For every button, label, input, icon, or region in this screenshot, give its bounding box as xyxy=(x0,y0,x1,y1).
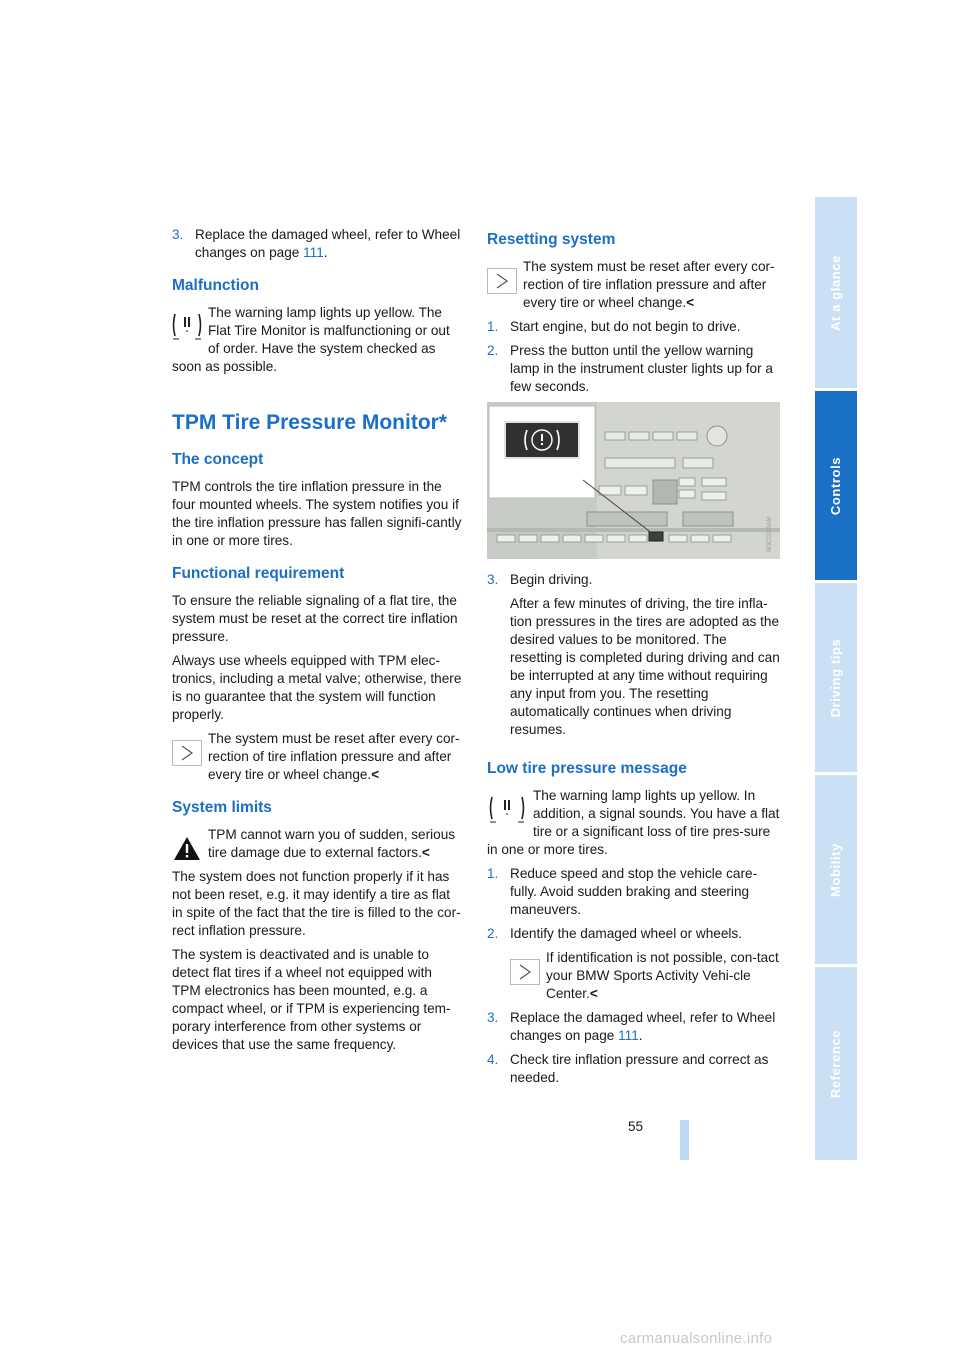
chapter-sidebar xyxy=(815,197,857,1160)
list-item: 1. Start engine, but do not begin to drive. xyxy=(487,319,741,334)
list-item: 4. Check tire inflation pressure and correct as needed. xyxy=(487,1052,769,1085)
end-mark: < xyxy=(686,295,695,310)
identify-note-text: If identification is not possible, con-tact your BMW Sports Activity Vehi-cle Center. xyxy=(546,950,779,1001)
functional-text: To ensure the reliable signaling of a flat tire, the system must be reset at the correct tire inflation pressure. xyxy=(172,593,458,644)
tab-driving-tips[interactable]: Driving tips xyxy=(815,583,857,772)
tab-at-a-glance[interactable]: At a glance xyxy=(815,197,857,388)
resetting-note-text: The system must be reset after every cor-rection of tire inflation pressure and after every tire or wheel change. xyxy=(523,259,775,310)
list-text: Replace the damaged wheel, refer to Wheel changes on page 111. xyxy=(195,227,461,260)
limits-text: The system is deactivated and is unable to detect flat tires if a wheel not equipped with TPM electronics has been mounted, e.g. a compact wheel, or if TPM is experiencing tem-porary interference from other systems or devices that use the same frequency. xyxy=(172,947,451,1052)
identify-note xyxy=(487,949,780,1003)
tab-mobility[interactable]: Mobility xyxy=(815,775,857,964)
tpm-button-photo xyxy=(487,402,780,559)
limits-warning-text: TPM cannot warn you of sudden, serious tire damage due to external factors. xyxy=(208,827,456,860)
tab-controls[interactable]: Controls xyxy=(815,391,857,580)
malfunction-note xyxy=(172,304,464,376)
limits-heading: System limits xyxy=(172,799,272,816)
low-pressure-note xyxy=(487,787,780,859)
concept-heading: The concept xyxy=(172,451,264,468)
tire-warning-lamp-icon xyxy=(487,793,527,823)
tab-reference[interactable]: Reference xyxy=(815,967,857,1160)
tpm-title: TPM Tire Pressure Monitor* xyxy=(172,411,448,434)
concept-text: TPM controls the tire inflation pressure in the four mounted wheels. The system notifies you if the tire inflation pressure has fallen signifi-cantly in one or more tires. xyxy=(172,479,462,548)
malfunction-heading: Malfunction xyxy=(172,277,259,294)
low-pressure-heading: Low tire pressure message xyxy=(487,760,687,777)
tire-warning-lamp-icon xyxy=(172,310,202,340)
left-column xyxy=(172,226,464,1060)
limits-warning xyxy=(172,826,464,862)
list-item xyxy=(172,226,464,262)
list-item: 2. Press the button until the yellow warning lamp in the instrument cluster lights up for a few seconds. xyxy=(487,343,773,394)
list-number: 3. xyxy=(172,227,184,242)
list-item: 3. Begin driving. After a few minutes of driving, the tire infla-tion pressures in the tires are adopted as the desired values to be monitored. The resetting is completed during driving and can be interrupted at any time without requiring any input from you. The resetting automatically continues when driving resumes. xyxy=(487,572,780,737)
right-column xyxy=(487,226,780,1093)
functional-text: Always use wheels equipped with TPM elec-tronics, including a metal valve; otherwise, there is no guarantee that the system will function properly. xyxy=(172,653,462,722)
warning-triangle-icon xyxy=(172,832,202,862)
list-item: 2. Identify the damaged wheel or wheels. xyxy=(487,926,742,941)
list-item: 3. Replace the damaged wheel, refer to Wheel changes on page 111. xyxy=(487,1010,776,1043)
end-mark: < xyxy=(371,767,380,782)
note-arrow-icon xyxy=(172,736,202,766)
resetting-note xyxy=(487,258,780,312)
page-number-bar xyxy=(680,1120,689,1160)
list-item: 1. Reduce speed and stop the vehicle care-fully. Avoid sudden braking and steering maneuvers. xyxy=(487,866,758,917)
resetting-heading: Resetting system xyxy=(487,231,616,248)
note-arrow-icon xyxy=(487,264,517,294)
watermark: carmanualsonline.info xyxy=(620,1330,773,1347)
limits-text: The system does not function properly if it has not been reset, e.g. it may identify a tire as flat in spite of the fact that the tire is filled to the cor-rect inflation pressure. xyxy=(172,869,461,938)
low-pressure-text: The warning lamp lights up yellow. In addition, a signal sounds. You have a flat tire or a significant loss of tire pres-sure in one or more tires. xyxy=(487,788,780,857)
note-arrow-icon xyxy=(510,955,540,985)
page-number: 55 xyxy=(628,1119,644,1134)
functional-heading: Functional requirement xyxy=(172,565,345,582)
functional-note xyxy=(172,730,464,784)
end-mark: < xyxy=(589,986,598,1001)
malfunction-text: The warning lamp lights up yellow. The Flat Tire Monitor is malfunctioning or out of order. Have the system checked as soon as possible. xyxy=(172,305,450,374)
page-link[interactable]: 111 xyxy=(618,1028,639,1043)
end-mark: < xyxy=(421,845,430,860)
page-link[interactable]: 111 xyxy=(303,245,324,260)
functional-note-text: The system must be reset after every cor-rection of tire inflation pressure and after every tire or wheel change. xyxy=(208,731,460,782)
photo-code: W3C0205AM xyxy=(767,516,773,552)
